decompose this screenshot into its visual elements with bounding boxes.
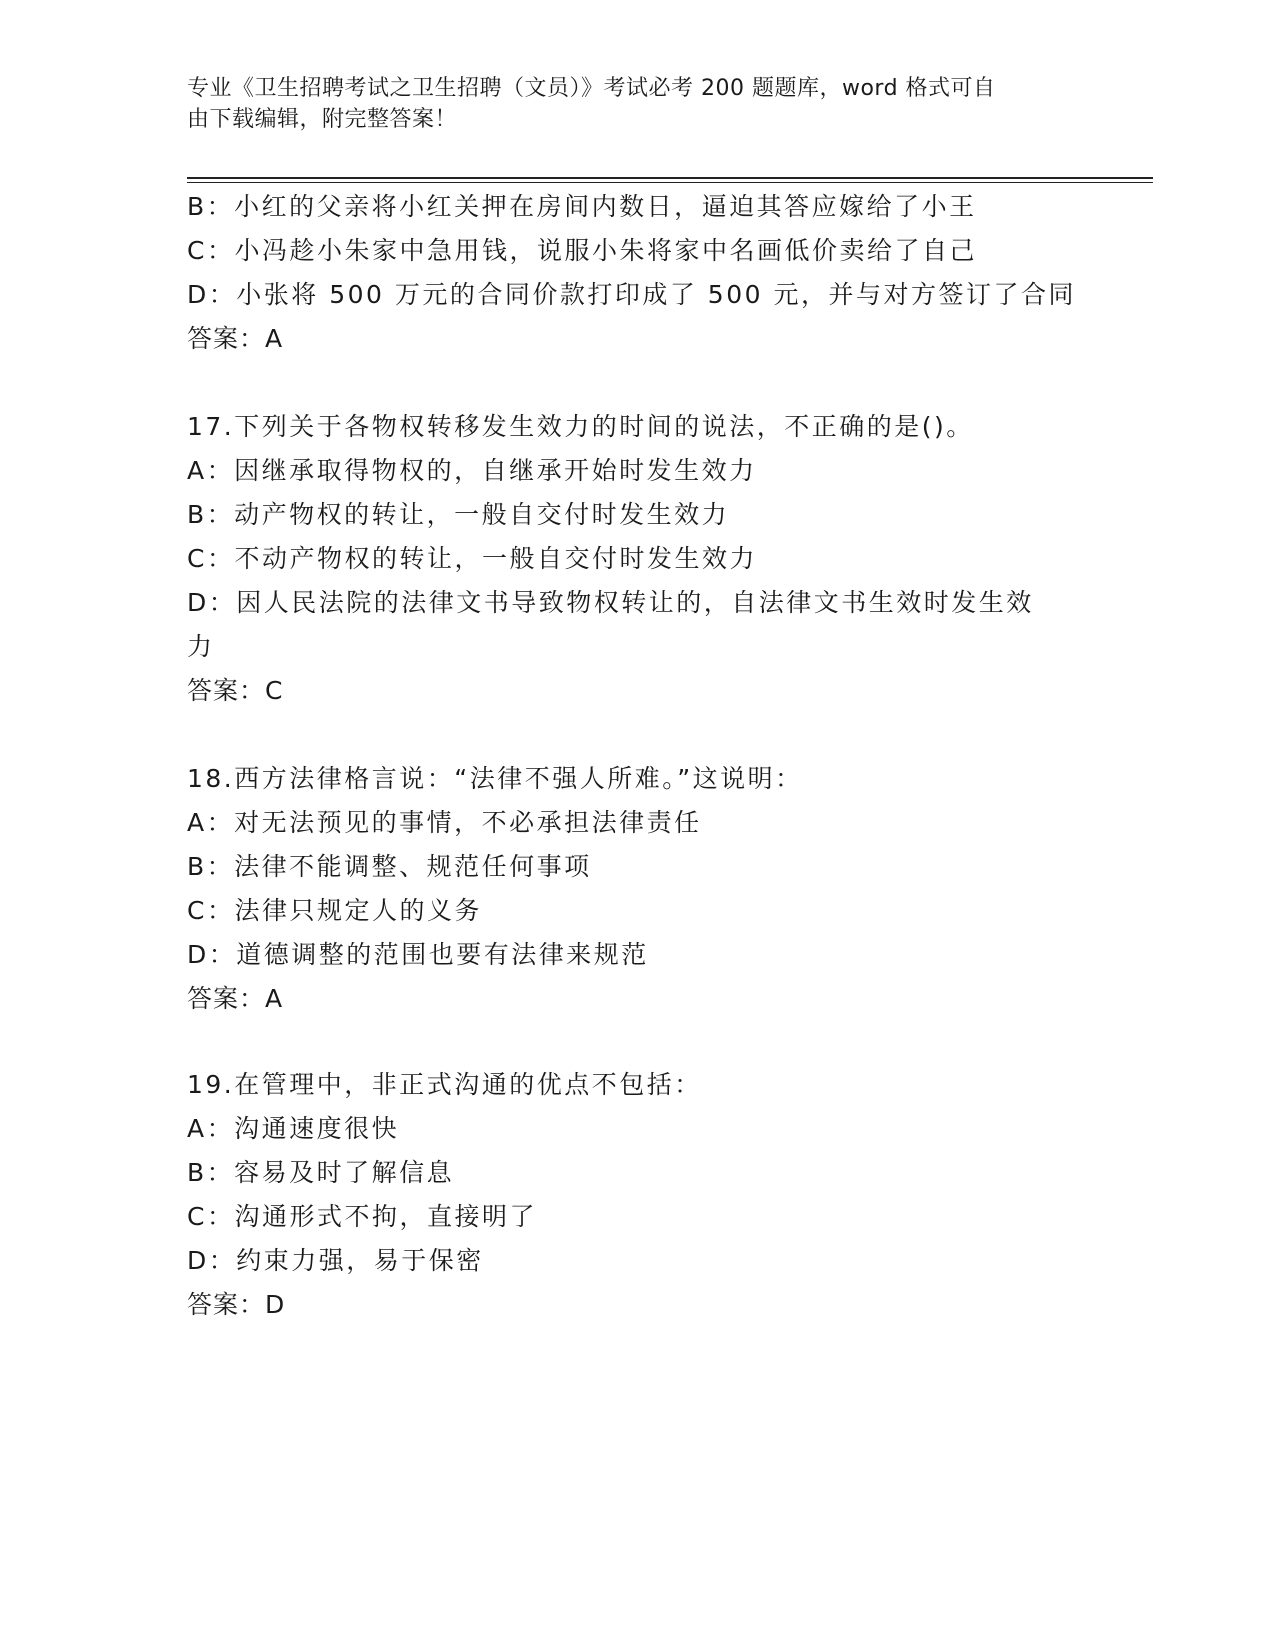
q18-option-d: D：道德调整的范围也要有法律来规范 [187, 940, 649, 969]
q19-option-a: A：沟通速度很快 [187, 1114, 400, 1143]
q17-option-c: C：不动产物权的转让，一般自交付时发生效力 [187, 544, 757, 573]
q19-option-c: C：沟通形式不拘，直接明了 [187, 1202, 537, 1231]
q17-option-d-wrap: 力 [187, 632, 215, 661]
prev-option-c: C：小冯趁小朱家中急用钱，说服小朱将家中名画低价卖给了自己 [187, 236, 977, 265]
q18-stem: 18.西方法律格言说：“法律不强人所难。”这说明： [187, 764, 803, 793]
q17-stem: 17.下列关于各物权转移发生效力的时间的说法，不正确的是()。 [187, 412, 974, 441]
q18-answer: 答案：A [187, 984, 284, 1013]
header-divider-thin [187, 182, 1153, 183]
q18-option-c: C：法律只规定人的义务 [187, 896, 482, 925]
prev-option-b: B：小红的父亲将小红关押在房间内数日，逼迫其答应嫁给了小王 [187, 192, 977, 221]
prev-answer: 答案：A [187, 324, 284, 353]
q17-option-b: B：动产物权的转让，一般自交付时发生效力 [187, 500, 730, 529]
q18-option-b: B：法律不能调整、规范任何事项 [187, 852, 592, 881]
q17-option-a: A：因继承取得物权的，自继承开始时发生效力 [187, 456, 757, 485]
q19-option-d: D：约束力强，易于保密 [187, 1246, 484, 1275]
q18-option-a: A：对无法预见的事情，不必承担法律责任 [187, 808, 702, 837]
prev-option-d: D：小张将 500 万元的合同价款打印成了 500 元，并与对方签订了合同 [187, 280, 1076, 309]
q19-answer: 答案：D [187, 1290, 286, 1319]
q19-option-b: B：容易及时了解信息 [187, 1158, 455, 1187]
q17-answer: 答案：C [187, 676, 284, 705]
header-line-1: 专业《卫生招聘考试之卫生招聘（文员）》考试必考 200 题题库，word 格式可自 [187, 76, 996, 101]
q19-stem: 19.在管理中，非正式沟通的优点不包括： [187, 1070, 702, 1099]
header-line-2: 由下载编辑，附完整答案！ [187, 107, 458, 132]
q17-option-d: D：因人民法院的法律文书导致物权转让的，自法律文书生效时发生效 [187, 588, 1034, 617]
document-header [187, 73, 1067, 135]
header-divider-thick [187, 177, 1153, 179]
